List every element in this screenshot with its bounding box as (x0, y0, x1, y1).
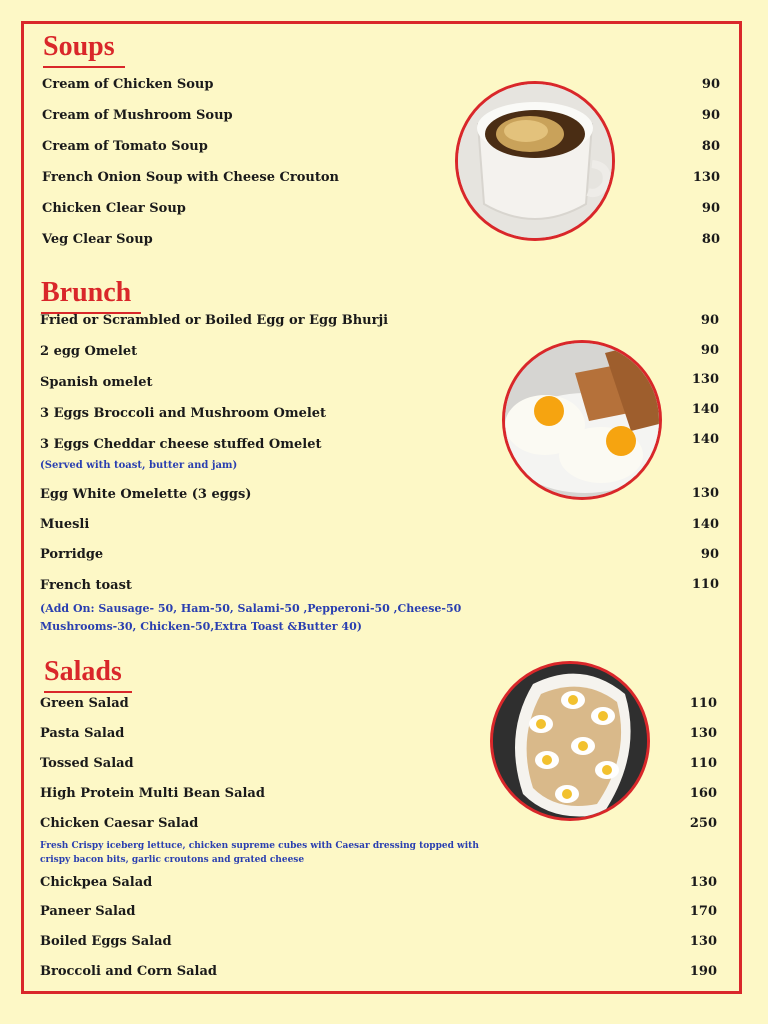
menu-item-name: French Onion Soup with Cheese Crouton (42, 170, 339, 185)
menu-item-name: Tossed Salad (40, 756, 134, 771)
omelet-note: (Served with toast, butter and jam) (40, 460, 238, 471)
menu-item-name: Pasta Salad (40, 726, 125, 741)
egg-salad-photo (490, 661, 650, 821)
menu-item-price: 130 (689, 875, 717, 890)
eggs-toast-photo (502, 340, 662, 500)
menu-item-name: Paneer Salad (40, 904, 136, 919)
menu-item-price: 160 (689, 786, 717, 801)
menu-item-name: Green Salad (40, 696, 129, 711)
menu-item-name: Chicken Clear Soup (42, 201, 186, 216)
menu-item-name: 3 Eggs Broccoli and Mushroom Omelet (40, 406, 327, 421)
menu-item-name: Boiled Eggs Salad (40, 934, 172, 949)
menu-item-name: Egg White Omelette (3 eggs) (40, 487, 252, 502)
menu-item-name: Porridge (40, 547, 104, 562)
menu-item-price: 110 (691, 577, 719, 592)
menu-item-price: 190 (689, 964, 717, 979)
menu-item-price: 170 (689, 904, 717, 919)
menu-item-name: Muesli (40, 517, 90, 532)
menu-item-price: 90 (701, 77, 720, 92)
menu-item-price: 80 (701, 232, 720, 247)
salads-heading: Salads (44, 657, 122, 687)
menu-item-name: Spanish omelet (40, 375, 153, 390)
menu-item-name: High Protein Multi Bean Salad (40, 786, 265, 801)
menu-item-price: 130 (692, 170, 720, 185)
menu-item-name: French toast (40, 578, 132, 593)
menu-item-price: 90 (701, 108, 720, 123)
caesar-note-line1: Fresh Crispy iceberg lettuce, chicken supreme cubes with Caesar dressing topped with (40, 841, 479, 851)
brunch-heading: Brunch (41, 278, 131, 308)
menu-item-name: Fried or Scrambled or Boiled Egg or Egg Bhurji (40, 313, 389, 328)
menu-item-price: 90 (700, 547, 719, 562)
menu-item-price: 140 (691, 432, 719, 447)
menu-item-price: 130 (689, 726, 717, 741)
menu-item-price: 90 (700, 313, 719, 328)
caesar-note-line2: crispy bacon bits, garlic croutons and grated cheese (40, 855, 305, 865)
menu-item-price: 140 (691, 402, 719, 417)
menu-item-name: Chickpea Salad (40, 875, 153, 890)
addon-note-line2: Mushrooms-30, Chicken-50,Extra Toast &Butter 40) (40, 620, 362, 633)
menu-item-price: 80 (701, 139, 720, 154)
menu-item-price: 110 (689, 696, 717, 711)
menu-item-price: 130 (691, 486, 719, 501)
menu-item-name: Chicken Caesar Salad (40, 816, 199, 831)
menu-item-price: 140 (691, 517, 719, 532)
menu-item-price: 130 (689, 934, 717, 949)
addon-note-line1: (Add On: Sausage- 50, Ham-50, Salami-50 ,Pepperoni-50 ,Cheese-50 (40, 602, 462, 615)
menu-item-name: Cream of Mushroom Soup (42, 108, 233, 123)
menu-item-price: 130 (691, 372, 719, 387)
menu-item-name: Cream of Tomato Soup (42, 139, 208, 154)
menu-item-name: Veg Clear Soup (42, 232, 153, 247)
soups-heading: Soups (43, 32, 115, 62)
menu-item-name: Broccoli and Corn Salad (40, 964, 218, 979)
menu-item-price: 250 (689, 816, 717, 831)
menu-item-name: Cream of Chicken Soup (42, 77, 214, 92)
menu-item-price: 110 (689, 756, 717, 771)
menu-item-price: 90 (701, 201, 720, 216)
soup-bowl-photo (455, 81, 615, 241)
menu-item-price: 90 (700, 343, 719, 358)
menu-item-name: 2 egg Omelet (40, 344, 138, 359)
menu-item-name: 3 Eggs Cheddar cheese stuffed Omelet (40, 437, 322, 452)
